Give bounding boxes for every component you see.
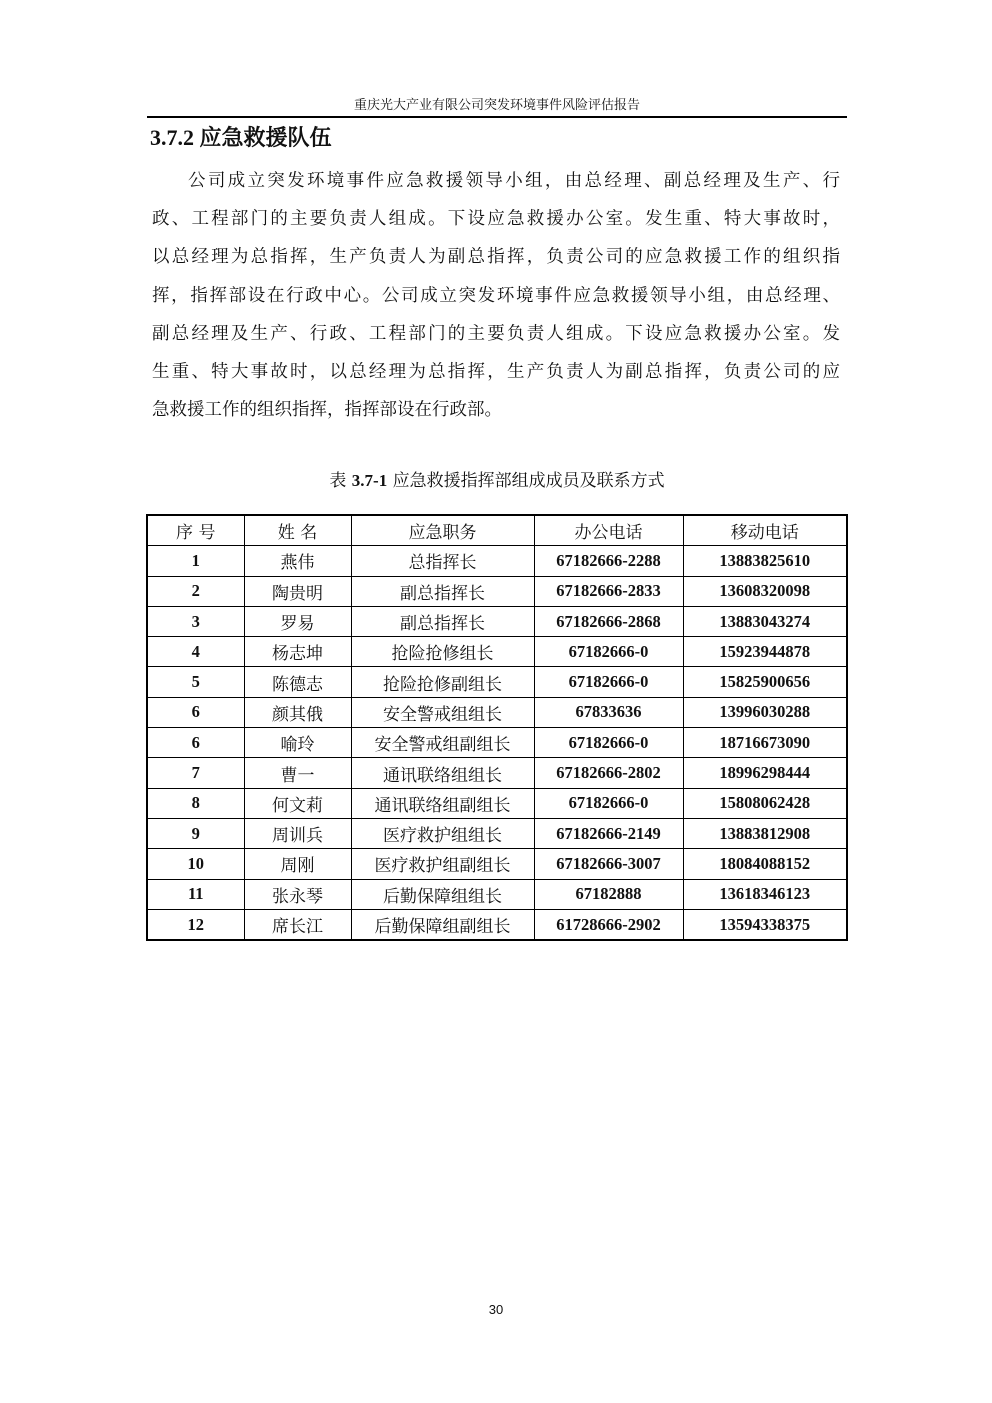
- table-cell: 15825900656: [683, 667, 847, 697]
- section-title: 应急救援队伍: [199, 125, 332, 150]
- table-cell: 陶贵明: [244, 576, 351, 606]
- table-cell: 67182666-2149: [534, 818, 683, 848]
- table-row: [147, 849, 847, 879]
- column-header: 移动电话: [683, 515, 847, 546]
- table-row: [147, 879, 847, 909]
- column-header: 序 号: [147, 515, 244, 546]
- table-cell: 11: [147, 879, 244, 909]
- table-cell: 13883812908: [683, 818, 847, 848]
- table-row: [147, 606, 847, 636]
- table-cell: 7: [147, 758, 244, 788]
- table-cell: 抢险抢修组长: [351, 637, 534, 667]
- table-cell: 67182888: [534, 879, 683, 909]
- table-cell: 13883043274: [683, 606, 847, 636]
- table-cell: 何文莉: [244, 788, 351, 818]
- table-cell: 3: [147, 606, 244, 636]
- column-header: 办公电话: [534, 515, 683, 546]
- table-cell: 后勤保障组副组长: [351, 909, 534, 940]
- column-header: 应急职务: [351, 515, 534, 546]
- caption-prefix: 表: [329, 471, 352, 491]
- table-cell: 抢险抢修副组长: [351, 667, 534, 697]
- table-cell: 副总指挥长: [351, 576, 534, 606]
- table-cell: 周刚: [244, 849, 351, 879]
- caption-title: 应急救援指挥部组成成员及联系方式: [387, 471, 665, 491]
- header-rule: [147, 116, 847, 118]
- table-cell: 通讯联络组组长: [351, 758, 534, 788]
- table-cell: 67833636: [534, 697, 683, 727]
- table-cell: 8: [147, 788, 244, 818]
- table-cell: 67182666-0: [534, 637, 683, 667]
- table-cell: 13608320098: [683, 576, 847, 606]
- table-cell: 颜其俄: [244, 697, 351, 727]
- table-row: [147, 546, 847, 576]
- table-cell: 副总指挥长: [351, 606, 534, 636]
- table-cell: 15808062428: [683, 788, 847, 818]
- table-cell: 67182666-2833: [534, 576, 683, 606]
- body-paragraph: [152, 168, 840, 435]
- table-cell: 6: [147, 697, 244, 727]
- table-cell: 医疗救护组副组长: [351, 849, 534, 879]
- table-row: [147, 758, 847, 788]
- table-cell: 67182666-0: [534, 667, 683, 697]
- table-row: [147, 637, 847, 667]
- table-cell: 18084088152: [683, 849, 847, 879]
- table-row: [147, 576, 847, 606]
- paragraph-line: 政、工程部门的主要负责人组成。下设应急救援办公室。发生重、特大事故时，: [152, 209, 840, 230]
- table-cell: 67182666-2288: [534, 546, 683, 576]
- table-caption: [147, 466, 847, 491]
- table-cell: 医疗救护组组长: [351, 818, 534, 848]
- table-cell: 后勤保障组组长: [351, 879, 534, 909]
- column-header: 姓 名: [244, 515, 351, 546]
- section-heading: [150, 121, 332, 152]
- paragraph-line: 急救援工作的组织指挥，指挥部设在行政部。: [152, 400, 502, 421]
- table-cell: 席长江: [244, 909, 351, 940]
- table-cell: 陈德志: [244, 667, 351, 697]
- table-cell: 张永琴: [244, 879, 351, 909]
- table-cell: 67182666-2802: [534, 758, 683, 788]
- table-cell: 12: [147, 909, 244, 940]
- table-row: [147, 728, 847, 758]
- table-cell: 15923944878: [683, 637, 847, 667]
- table-cell: 2: [147, 576, 244, 606]
- paragraph-line: 生重、特大事故时，以总经理为总指挥，生产负责人为副总指挥，负责公司的应: [152, 361, 840, 382]
- table-row: [147, 818, 847, 848]
- section-number: 3.7.2: [150, 125, 194, 150]
- table-row: [147, 909, 847, 940]
- contact-table: [146, 514, 848, 941]
- table-cell: 周训兵: [244, 818, 351, 848]
- table-cell: 罗易: [244, 606, 351, 636]
- table-cell: 1: [147, 546, 244, 576]
- table-cell: 安全警戒组组长: [351, 697, 534, 727]
- table-cell: 5: [147, 667, 244, 697]
- table-cell: 18716673090: [683, 728, 847, 758]
- table-cell: 67182666-0: [534, 788, 683, 818]
- table-cell: 10: [147, 849, 244, 879]
- paragraph-line: 公司成立突发环境事件应急救援领导小组，由总经理、副总经理及生产、行: [188, 171, 840, 191]
- table-cell: 9: [147, 818, 244, 848]
- table-row: [147, 667, 847, 697]
- table-cell: 13883825610: [683, 546, 847, 576]
- table-row: [147, 697, 847, 727]
- table-cell: 总指挥长: [351, 546, 534, 576]
- running-header: 重庆光大产业有限公司突发环境事件风险评估报告: [353, 98, 640, 113]
- caption-number: 3.7-1: [351, 471, 388, 490]
- table-cell: 喻玲: [244, 728, 351, 758]
- table-cell: 13618346123: [683, 879, 847, 909]
- page-number: 30: [488, 1302, 504, 1317]
- table-cell: 67182666-2868: [534, 606, 683, 636]
- paragraph-line: 挥，指挥部设在行政中心。公司成立突发环境事件应急救援领导小组，由总经理、: [152, 285, 840, 306]
- table-cell: 通讯联络组副组长: [351, 788, 534, 818]
- table-cell: 杨志坤: [244, 637, 351, 667]
- table-cell: 61728666-2902: [534, 909, 683, 940]
- table-cell: 13594338375: [683, 909, 847, 940]
- table-cell: 67182666-0: [534, 728, 683, 758]
- table-cell: 6: [147, 728, 244, 758]
- table-cell: 安全警戒组副组长: [351, 728, 534, 758]
- table-cell: 燕伟: [244, 546, 351, 576]
- table-cell: 18996298444: [683, 758, 847, 788]
- table-row: [147, 788, 847, 818]
- table-cell: 67182666-3007: [534, 849, 683, 879]
- table-cell: 曹一: [244, 758, 351, 788]
- table-cell: 4: [147, 637, 244, 667]
- table-cell: 13996030288: [683, 697, 847, 727]
- paragraph-line: 副总经理及生产、行政、工程部门的主要负责人组成。下设应急救援办公室。发: [152, 323, 840, 344]
- paragraph-line: 以总经理为总指挥，生产负责人为副总指挥，负责公司的应急救援工作的组织指: [152, 247, 840, 268]
